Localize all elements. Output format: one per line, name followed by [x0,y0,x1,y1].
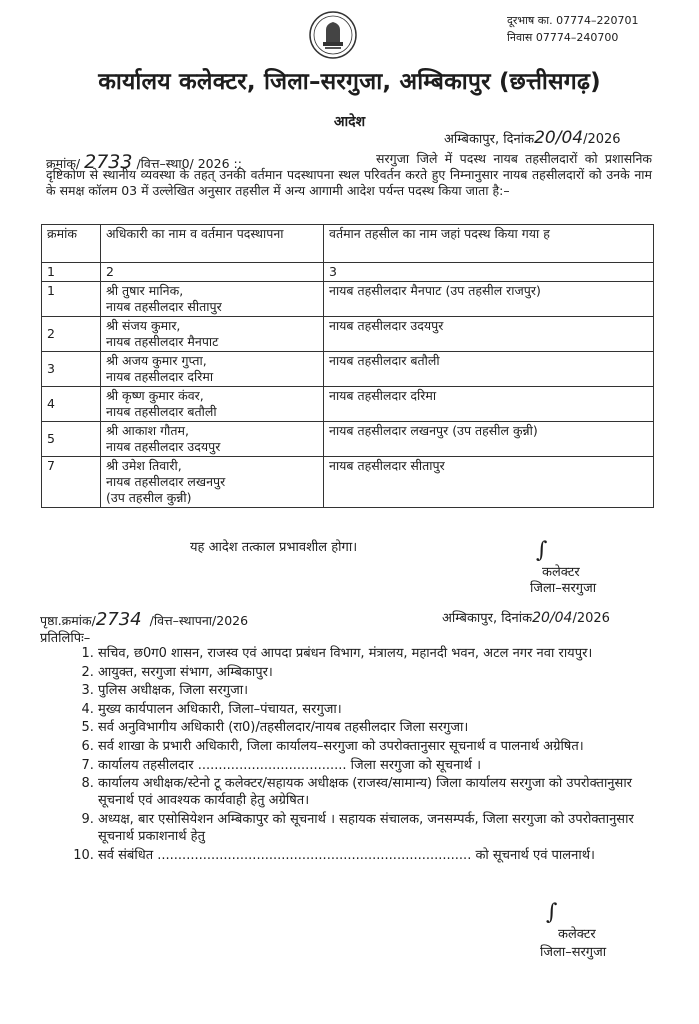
signature-district: जिला–सरगुजा [540,945,607,960]
list-item: 1. सचिव, छ0ग0 शासन, राजस्व एवं आपदा प्रबंधन विभाग, मंत्रालय, महानदी भवन, अटल नगर नवा रायपुर। [98,645,668,662]
handwritten-endorsement-number: 2734 [95,609,142,630]
table-row: 7 श्री उमेश तिवारी, नायब तहसीलदार लखनपुर (उप तहसील कुन्नी) नायब तहसीलदार सीतापुर [42,457,654,508]
list-item: 4. मुख्य कार्यपालन अधिकारी, जिला–पंचायत, सरगुजा। [98,701,668,718]
header-officer: अधिकारी का नाम व वर्तमान पदस्थापना [101,225,324,263]
handwritten-date-2: 20/04 [532,610,573,626]
table-row: 2 श्री संजय कुमार, नायब तहसीलदार मैनपाट नायब तहसीलदार उदयपुर [42,317,654,352]
list-item: 6. सर्व शाखा के प्रभारी अधिकारी, जिला कार्यालय–सरगुजा को उपरोक्तानुसार सूचनार्थ व पालनार्थ अग्रेषित। [98,738,668,755]
handwritten-date: 20/04 [534,128,584,148]
signature-title: कलेक्टर [542,565,580,580]
list-item: 7. कार्यालय तहसीलदार .................................... जिला सरगुजा को सूचनार्थ । [98,757,668,774]
list-item: 10. सर्व संबंधित ............................................................................ को सूचनार्थ एवं पालनार्थ। [98,847,668,864]
signature-mark-2: ∫ [546,900,558,925]
table-colnum-row: 1 2 3 [42,263,654,282]
signature-mark-1: ∫ [536,538,548,563]
table-header-row [42,225,654,263]
list-item: 8. कार्यालय अधीक्षक/स्टेनो टू कलेक्टर/सहायक अधीक्षक (राजस्व/सामान्य) जिला कार्यालय सरगुजा को उपरोक्तानुसार सूचनार्थ एवं आवश्यक कार्यवाही हेतु अग्रेषित। [98,775,668,809]
phone-numbers [507,12,639,46]
phone-residence: निवास 07774–240700 [507,31,619,44]
copy-list [48,645,668,865]
signature-district: जिला–सरगुजा [530,581,597,596]
list-item: 3. पुलिस अधीक्षक, जिला सरगुजा। [98,682,668,699]
signature-block-2 [540,926,607,962]
effective-note: यह आदेश तत्काल प्रभावशील होगा। [190,540,358,555]
list-item: 2. आयुक्त, सरगुजा संभाग, अम्बिकापुर। [98,664,668,681]
office-title: कार्यालय कलेक्टर, जिला–सरगुजा, अम्बिकापुर (छत्तीसगढ़) [98,69,601,95]
table-row: 4 श्री कृष्ण कुमार कंवर, नायब तहसीलदार बतौली नायब तहसीलदार दरिमा [42,387,654,422]
order-body: सरगुजा जिले में पदस्थ नायब तहसीलदारों को प्रशासनिक दृष्टिकोण से स्थानीय व्यवस्था के तहत् उनकी वर्तमान पदस्थापना स्थल परिवर्तन करते हुए निम्नानुसार नायब तहसीलदारों को उनके नाम के समक्ष कॉलम 03 में उल्लेखित अनुसार तहसील में अन्य आगामी आदेश पर्यन्त पदस्थ किया जाता है:– [46,151,652,198]
signature-title: कलेक्टर [558,927,596,942]
copy-to-label: प्रतिलिपिः– [40,631,91,646]
order-reference: क्रमांक/ 2733 /वित्त–स्था0/ 2026 :: [46,151,242,173]
phone-office: दूरभाष का. 07774–220701 [507,14,639,27]
list-item: 9. अध्यक्ष, बार एसोसियेशन अम्बिकापुर को सूचनार्थ । सहायक संचालक, जनसम्पर्क, जिला सरगुजा को उपरोक्तानुसार सूचनार्थ प्रकाशनार्थ हेतु [98,811,668,845]
signature-block-1 [530,565,597,597]
table-row: 3 श्री अजय कुमार गुप्ता, नायब तहसीलदार दरिमा नायब तहसीलदार बतौली [42,352,654,387]
endorsement-reference: पृष्ठा.क्रमांक/2734 /वित्त–स्थापना/2026 [40,609,249,630]
national-emblem-icon [308,10,358,60]
header-new-tehsil: वर्तमान तहसील का नाम जहां पदस्थ किया गया ह [324,225,654,263]
table-row: 5 श्री आकाश गौतम, नायब तहसीलदार उदयपुर नायब तहसीलदार लखनपुर (उप तहसील कुन्नी) [42,422,654,457]
handwritten-ref-number: 2733 [84,151,133,173]
list-item: 5. सर्व अनुविभागीय अधिकारी (रा0)/तहसीलदार/नायब तहसीलदार जिला सरगुजा। [98,719,668,736]
order-date: अम्बिकापुर, दिनांक20/04/2026 [444,128,621,148]
header-serial: क्रमांक [42,225,101,263]
transfer-table [41,224,654,508]
order-title: आदेश [333,114,366,130]
table-row: 1 श्री तुषार मानिक, नायब तहसीलदार सीतापुर नायब तहसीलदार मैनपाट (उप तहसील राजपुर) [42,282,654,317]
endorsement-date: अम्बिकापुर, दिनांक20/04/2026 [442,610,610,626]
